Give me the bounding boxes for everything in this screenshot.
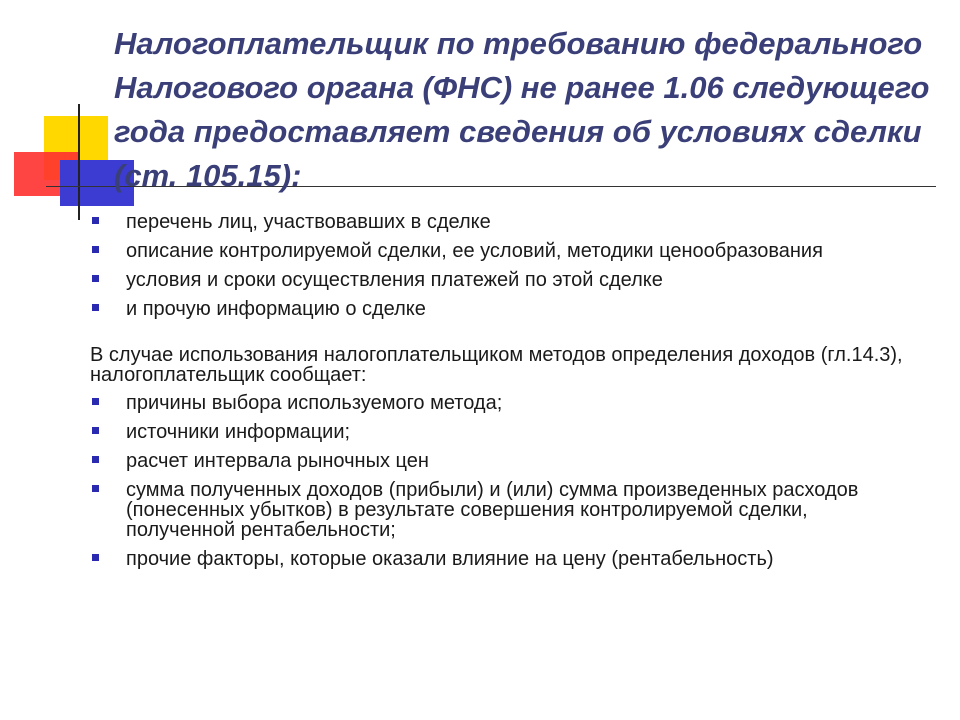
list-item-text: причины выбора используемого метода; xyxy=(126,392,503,414)
list-item xyxy=(90,480,920,540)
list-item xyxy=(90,212,920,232)
list-item-text: описание контролируемой сделки, ее условий, методики ценообразования xyxy=(126,240,823,262)
bullet-icon xyxy=(92,456,99,463)
conditions-list xyxy=(90,212,920,319)
list-item-text: сумма полученных доходов (прибыли) и (или) сумма произведенных расходов (понесенных убытков) в результате совершения контролируемой сделки, полученной рентабельности; xyxy=(126,479,859,541)
list-item xyxy=(90,241,920,261)
decor-vertical-line xyxy=(78,104,80,220)
bullet-icon xyxy=(92,217,99,224)
bullet-icon xyxy=(92,246,99,253)
bullet-icon xyxy=(92,427,99,434)
list-item xyxy=(90,422,920,442)
bullet-icon xyxy=(92,554,99,561)
list-item-text: прочие факторы, которые оказали влияние на цену (рентабельность) xyxy=(126,548,774,570)
list-item xyxy=(90,393,920,413)
bullet-icon xyxy=(92,275,99,282)
list-item-text: источники информации; xyxy=(126,421,351,443)
list-item-text: перечень лиц, участвовавших в сделке xyxy=(126,211,491,233)
list-item xyxy=(90,451,920,471)
bullet-icon xyxy=(92,398,99,405)
slide-content xyxy=(90,212,920,578)
bullet-icon xyxy=(92,304,99,311)
list-item xyxy=(90,549,920,569)
list-item-text: и прочую информацию о сделке xyxy=(126,298,426,320)
methods-paragraph: В случае использования налогоплательщиком методов определения доходов (гл.14.3), налогоплательщик сообщает: xyxy=(90,344,903,386)
slide-title: Налогоплательщик по требованию федерального Налогового органа (ФНС) не ранее 1.06 следующего года предоставляет сведения об условиях сделки (ст. 105.15): xyxy=(114,26,930,193)
list-item xyxy=(90,299,920,319)
list-item-text: расчет интервала рыночных цен xyxy=(126,450,429,472)
list-item-text: условия и сроки осуществления платежей по этой сделке xyxy=(126,269,663,291)
bullet-icon xyxy=(92,485,99,492)
reported-items-list xyxy=(90,393,920,569)
list-item xyxy=(90,270,920,290)
